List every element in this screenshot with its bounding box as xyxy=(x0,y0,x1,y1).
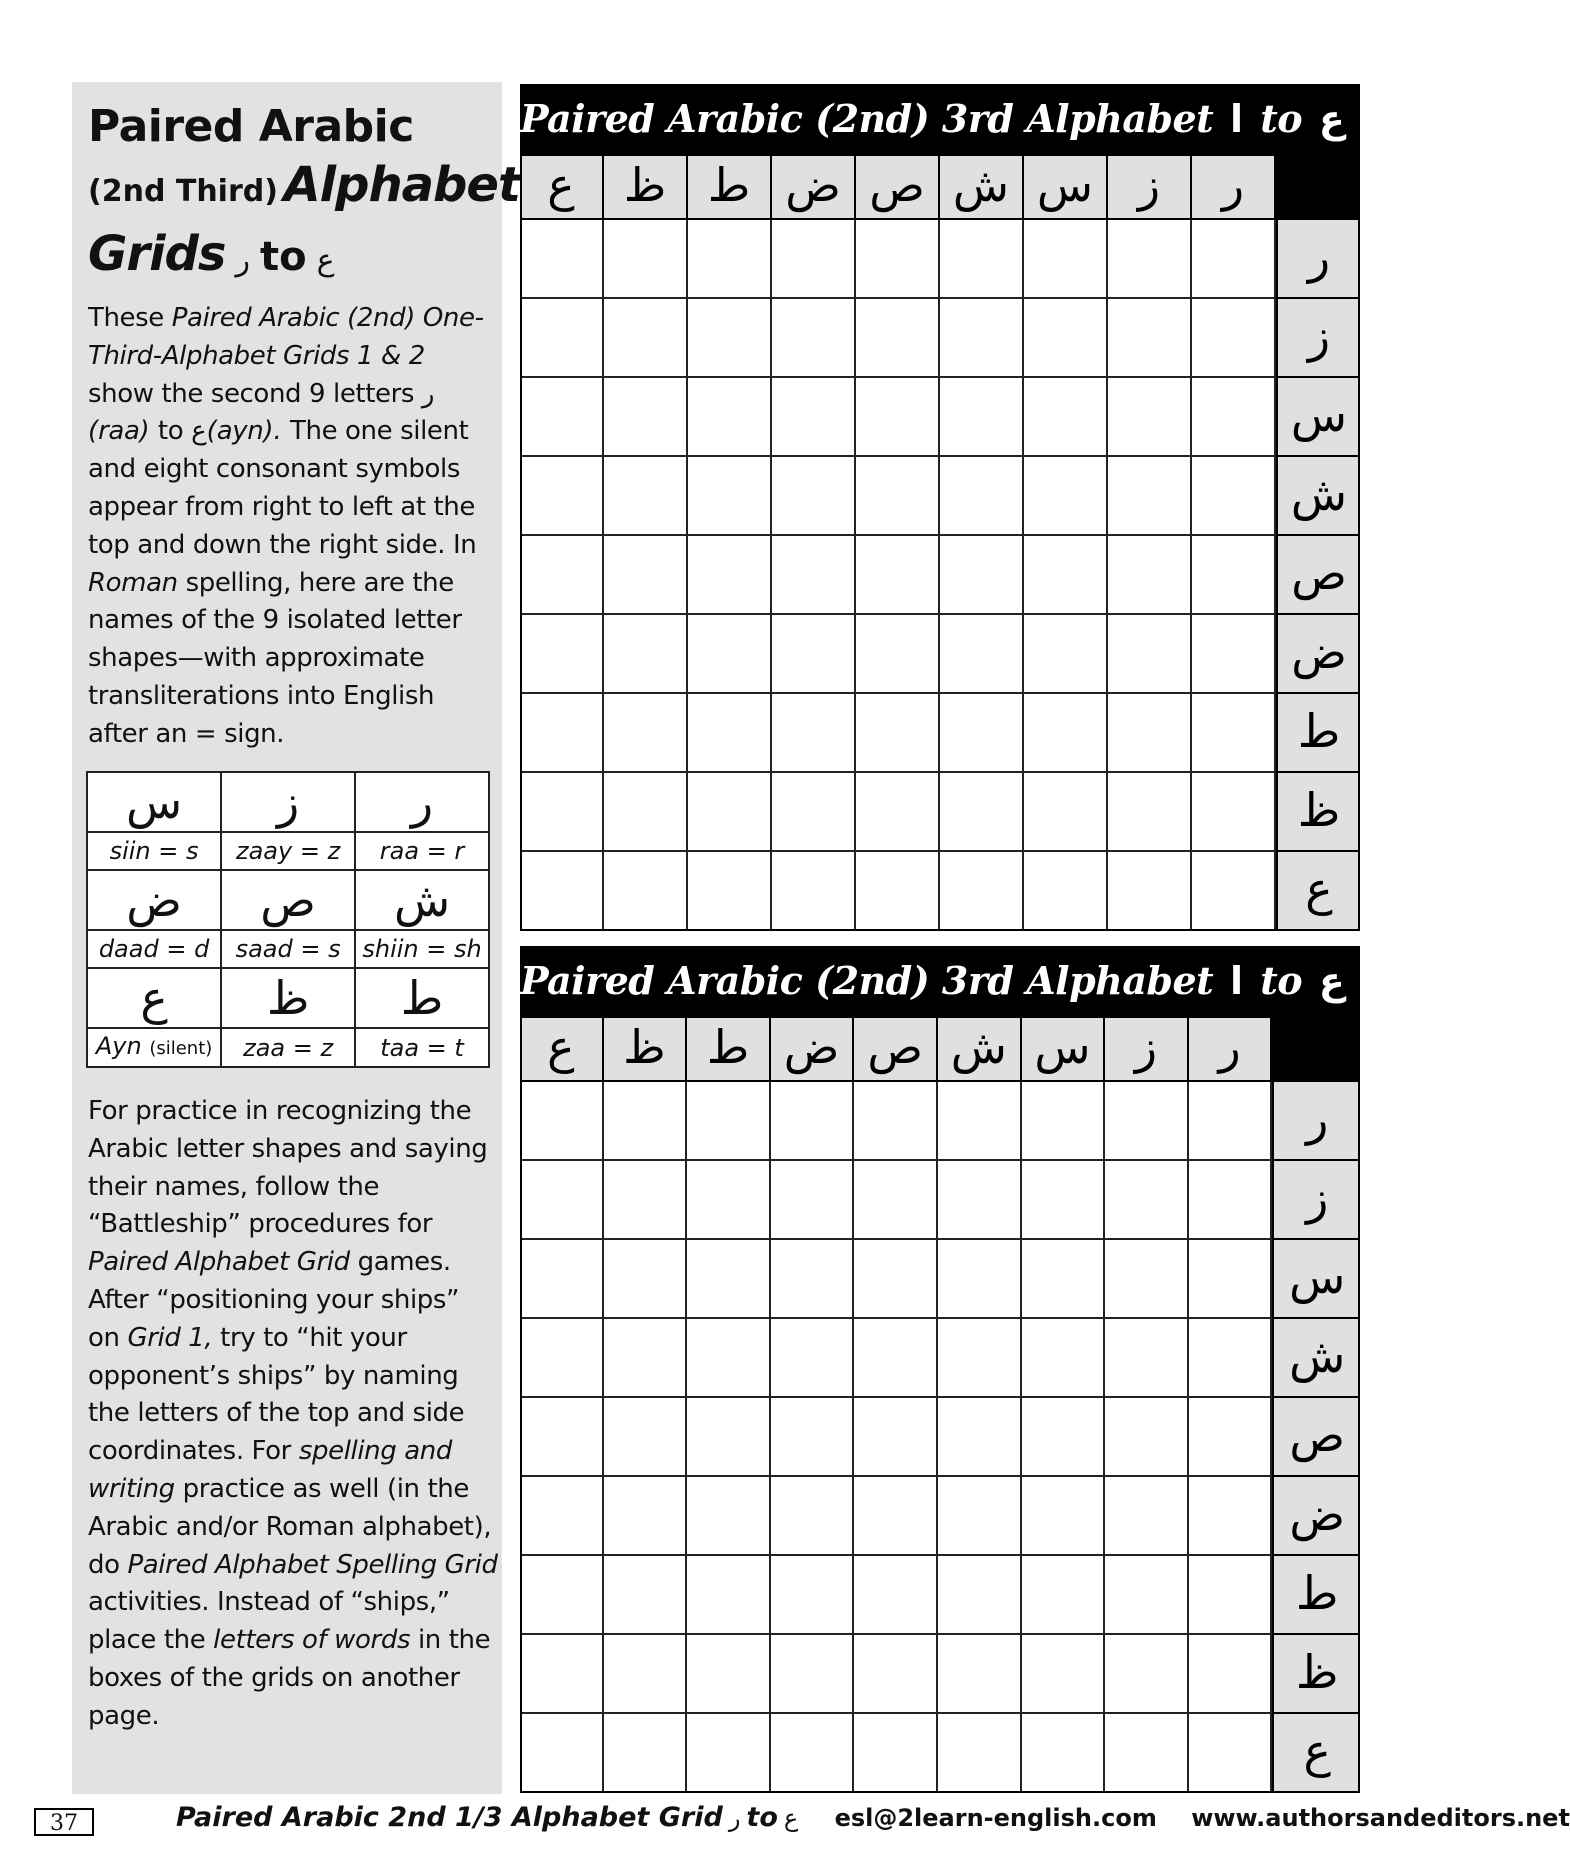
grid-1-cell[interactable] xyxy=(520,694,604,773)
grid-2-cell[interactable] xyxy=(854,1635,938,1714)
grid-2-cell[interactable] xyxy=(687,1398,771,1477)
grid-2-cell[interactable] xyxy=(771,1398,855,1477)
grid-1-row-letter: ش xyxy=(1276,457,1360,536)
letter-glyph-row xyxy=(87,870,489,930)
grid-1-row-letter: ظ xyxy=(1276,773,1360,852)
grid-1-cell[interactable] xyxy=(520,852,604,931)
grid-title-letter-ayn: ع xyxy=(1318,97,1345,141)
grid-1-cell[interactable] xyxy=(1192,220,1276,299)
grid-2-cell[interactable] xyxy=(1105,1319,1189,1398)
grid-2-cell[interactable] xyxy=(604,1319,688,1398)
grid-1-cell[interactable] xyxy=(1024,536,1108,615)
grid-1-cell[interactable] xyxy=(688,457,772,536)
letter-glyph: ش xyxy=(355,870,489,930)
grid-2-column-letter: ظ xyxy=(604,1016,688,1082)
grid-2-cell[interactable] xyxy=(854,1714,938,1793)
grid-2-cell[interactable] xyxy=(1022,1161,1106,1240)
letter-name-row xyxy=(87,832,489,870)
grid-2-corner xyxy=(1272,1016,1360,1082)
grid-1-column-letter: ع xyxy=(520,154,604,220)
grid-2-cell[interactable] xyxy=(1189,1556,1273,1635)
ayn-name: Ayn xyxy=(95,1032,142,1060)
grid-2-row-letter: ر xyxy=(1272,1082,1360,1161)
grid-2-cell[interactable] xyxy=(520,1556,604,1635)
grid-1-row-letter: ر xyxy=(1276,220,1360,299)
grid-2-cell[interactable] xyxy=(938,1082,1022,1161)
grid-2-cell[interactable] xyxy=(1189,1398,1273,1477)
grid-1-cell[interactable] xyxy=(688,615,772,694)
grid-2-cell[interactable] xyxy=(604,1398,688,1477)
title-subtitle: (2nd Third) xyxy=(88,174,278,209)
practice-paragraph xyxy=(88,1093,498,1736)
grid-2-row-letter: ض xyxy=(1272,1477,1360,1556)
grid-1-cell[interactable] xyxy=(688,220,772,299)
grid-title-letter-alif: ا xyxy=(1229,97,1243,141)
title-line-1: Paired Arabic xyxy=(88,101,414,152)
grid-1-cell[interactable] xyxy=(520,299,604,378)
grid-2-cell[interactable] xyxy=(771,1319,855,1398)
letter-name: taa = t xyxy=(355,1028,489,1067)
grid-1-cell[interactable] xyxy=(688,299,772,378)
grid-2-cell[interactable] xyxy=(854,1556,938,1635)
grid-2-cell[interactable] xyxy=(604,1556,688,1635)
grid-2-cell[interactable] xyxy=(1189,1714,1273,1793)
grid-1-cell[interactable] xyxy=(772,852,856,931)
letter-glyph: ع xyxy=(87,968,221,1028)
practice-italic: spelling and writing xyxy=(88,1436,452,1504)
grid-1-cell[interactable] xyxy=(520,615,604,694)
grid-2-column-letter: ر xyxy=(1189,1016,1273,1082)
grid-1-cell[interactable] xyxy=(604,457,688,536)
grid-title-to: to xyxy=(1260,96,1303,141)
grid-2-cell[interactable] xyxy=(1022,1635,1106,1714)
grid-2-cell[interactable] xyxy=(938,1398,1022,1477)
practice-italic: Paired Alphabet Grid xyxy=(88,1247,350,1278)
grid-1-cell[interactable] xyxy=(1108,536,1192,615)
battleship-grid-2 xyxy=(520,946,1493,1792)
grid-2-cell[interactable] xyxy=(1105,1161,1189,1240)
grid-2-cell[interactable] xyxy=(854,1477,938,1556)
letter-name: shiin = sh xyxy=(355,930,489,968)
grid-1-column-letter: س xyxy=(1024,154,1108,220)
grid-2-cell[interactable] xyxy=(687,1161,771,1240)
grid-2-cell[interactable] xyxy=(687,1635,771,1714)
grid-2-cell[interactable] xyxy=(1105,1714,1189,1793)
letter-glyph: ض xyxy=(87,870,221,930)
grid-1-column-letter: ص xyxy=(856,154,940,220)
grid-1-cell[interactable] xyxy=(604,299,688,378)
footer-to: to xyxy=(746,1802,778,1833)
grid-2-cell[interactable] xyxy=(771,1635,855,1714)
letter-name: saad = s xyxy=(221,930,355,968)
grid-2-cell[interactable] xyxy=(520,1161,604,1240)
intro-text: spelling, here are the names of the 9 isolated letter shapes—with approximate transliterations into English after an = sign. xyxy=(88,567,462,749)
letter-glyph: س xyxy=(87,772,221,832)
grid-1-cell[interactable] xyxy=(940,694,1024,773)
intro-text: These xyxy=(88,303,172,333)
grid-1-cell[interactable] xyxy=(940,536,1024,615)
letter-glyph: ر xyxy=(355,772,489,832)
grid-1-cell[interactable] xyxy=(1024,299,1108,378)
grid-2-row-letter: ص xyxy=(1272,1398,1360,1477)
grid-1-cell[interactable] xyxy=(856,457,940,536)
practice-italic: letters of words xyxy=(213,1625,411,1656)
grid-1-cell[interactable] xyxy=(1192,457,1276,536)
grid-title-letter-ayn: ع xyxy=(1318,959,1345,1003)
grid-2-cell[interactable] xyxy=(771,1556,855,1635)
grid-1-column-letter: ض xyxy=(772,154,856,220)
letter-name-row xyxy=(87,1028,489,1067)
grid-1-cell[interactable] xyxy=(1108,220,1192,299)
footer-website-link[interactable]: www.authorsandeditors.net xyxy=(1191,1804,1570,1832)
grid-1-corner xyxy=(1276,154,1360,220)
grid-1-cell[interactable] xyxy=(520,378,604,457)
grid-1-cell[interactable] xyxy=(520,220,604,299)
grid-1-cell[interactable] xyxy=(688,378,772,457)
practice-italic: Paired Alphabet Spelling Grid xyxy=(127,1549,498,1580)
grid-1-cell[interactable] xyxy=(856,852,940,931)
grid-1-column-letter: ر xyxy=(1192,154,1276,220)
grid-2-column-letter: س xyxy=(1022,1016,1106,1082)
letter-name: daad = d xyxy=(87,930,221,968)
grid-1-cell[interactable] xyxy=(772,457,856,536)
grid-1-row-letter: ط xyxy=(1276,694,1360,773)
letter-name: raa = r xyxy=(355,832,489,870)
grid-1-cell[interactable] xyxy=(1192,773,1276,852)
footer-letter-ayn: ع xyxy=(783,1804,799,1832)
intro-letter-ayn: ع xyxy=(191,416,207,447)
grid-2-cell[interactable] xyxy=(520,1240,604,1319)
grid-2-column-letter: ص xyxy=(854,1016,938,1082)
grid-2-cell[interactable] xyxy=(771,1477,855,1556)
grid-2-cell[interactable] xyxy=(604,1635,688,1714)
grid-2-cell[interactable] xyxy=(604,1161,688,1240)
letter-name-row xyxy=(87,930,489,968)
grid-2-row-letter: ع xyxy=(1272,1714,1360,1793)
grid-2-row-letter: س xyxy=(1272,1240,1360,1319)
grid-2-cell[interactable] xyxy=(520,1319,604,1398)
grid-2-cell[interactable] xyxy=(1022,1714,1106,1793)
grid-1-column-letter: ز xyxy=(1108,154,1192,220)
grid-1-column-letter: ش xyxy=(940,154,1024,220)
title-line-3 xyxy=(88,225,498,294)
grid-2-cell[interactable] xyxy=(1189,1635,1273,1714)
grid-2-column-letter: ز xyxy=(1105,1016,1189,1082)
letter-name: zaay = z xyxy=(221,832,355,870)
grid-2-column-letter: ش xyxy=(938,1016,1022,1082)
grid-2-cell[interactable] xyxy=(687,1477,771,1556)
grid-1-cell[interactable] xyxy=(856,773,940,852)
title-letter-ayn: ع xyxy=(316,243,335,278)
practice-text: try to “hit your opponent’s ships” by naming the letters of the top and side coordinates. For xyxy=(88,1322,465,1467)
grid-1-cell[interactable] xyxy=(688,694,772,773)
grid-2-cell[interactable] xyxy=(1189,1161,1273,1240)
practice-text: games. After “positioning your ships” on xyxy=(88,1247,460,1353)
grid-title-number: Grid 2 xyxy=(1362,958,1493,1003)
grid-2-cell[interactable] xyxy=(1022,1398,1106,1477)
grid-1-cell[interactable] xyxy=(1024,378,1108,457)
intro-roman: Roman xyxy=(88,567,178,598)
letter-name: zaa = z xyxy=(221,1028,355,1067)
grid-2-cell[interactable] xyxy=(1189,1082,1273,1161)
grid-title-to: to xyxy=(1260,958,1303,1003)
grid-1-cell[interactable] xyxy=(1108,615,1192,694)
grid-1-cell[interactable] xyxy=(772,299,856,378)
grid-1-cell[interactable] xyxy=(772,773,856,852)
practice-text: activities. Instead of “ships,” place the xyxy=(88,1587,450,1656)
grid-2-cell[interactable] xyxy=(520,1635,604,1714)
grid-2-cell[interactable] xyxy=(520,1398,604,1477)
letter-name-ayn xyxy=(87,1028,221,1067)
grid-2-cell[interactable] xyxy=(1189,1319,1273,1398)
grid-1-cell[interactable] xyxy=(604,773,688,852)
grid-1-cell[interactable] xyxy=(940,852,1024,931)
grid-2-cell[interactable] xyxy=(687,1556,771,1635)
grid-2-cell[interactable] xyxy=(854,1398,938,1477)
grid-1-cell[interactable] xyxy=(1192,694,1276,773)
grid-1-cell[interactable] xyxy=(772,694,856,773)
grid-2-cell[interactable] xyxy=(854,1082,938,1161)
grid-2-cell[interactable] xyxy=(938,1635,1022,1714)
letter-name: siin = s xyxy=(87,832,221,870)
grid-2-cell[interactable] xyxy=(1022,1319,1106,1398)
grid-1-cell[interactable] xyxy=(1108,773,1192,852)
grid-1-cell[interactable] xyxy=(772,378,856,457)
letter-glyph: ز xyxy=(221,772,355,832)
grid-2-column-letter: ع xyxy=(520,1016,604,1082)
grid-2-cell[interactable] xyxy=(1022,1556,1106,1635)
grid-2-cell[interactable] xyxy=(1105,1398,1189,1477)
letter-names-table xyxy=(86,771,490,1068)
grid-2-row-letter: ش xyxy=(1272,1319,1360,1398)
grid-2-cell[interactable] xyxy=(1105,1635,1189,1714)
footer-title: Paired Arabic 2nd 1/3 Alphabet Grid xyxy=(176,1802,723,1833)
grid-1-cell[interactable] xyxy=(1192,852,1276,931)
grid-1-cell[interactable] xyxy=(688,852,772,931)
grid-1-cell[interactable] xyxy=(688,773,772,852)
ayn-silent-note: (silent) xyxy=(149,1038,213,1059)
grid-1-cell[interactable] xyxy=(772,615,856,694)
grid-1-cell[interactable] xyxy=(1108,299,1192,378)
grid-1-cell[interactable] xyxy=(940,773,1024,852)
grid-1-cell[interactable] xyxy=(856,378,940,457)
grid-2-cell[interactable] xyxy=(520,1714,604,1793)
grid-1-cell[interactable] xyxy=(856,220,940,299)
grid-1-cell[interactable] xyxy=(1024,852,1108,931)
grid-2-cell[interactable] xyxy=(1022,1082,1106,1161)
page-footer xyxy=(176,1798,1570,1838)
grid-2-cell[interactable] xyxy=(938,1477,1022,1556)
grid-2-cell[interactable] xyxy=(1105,1477,1189,1556)
grid-1-row-letter: س xyxy=(1276,378,1360,457)
grid-1-column-letter: ط xyxy=(688,154,772,220)
grid-2-row-letter: ظ xyxy=(1272,1635,1360,1714)
grid-2-title xyxy=(520,946,1493,1016)
grid-2-cell[interactable] xyxy=(1105,1082,1189,1161)
grid-2-cell[interactable] xyxy=(604,1477,688,1556)
grid-1-cell[interactable] xyxy=(940,220,1024,299)
battleship-grid-1 xyxy=(520,84,1493,932)
title-to: to xyxy=(259,234,307,280)
grid-2-cell[interactable] xyxy=(854,1319,938,1398)
grid-1-cell[interactable] xyxy=(1024,457,1108,536)
grid-2-cell[interactable] xyxy=(938,1161,1022,1240)
grid-title-letter-alif: ا xyxy=(1229,959,1243,1003)
grid-1-cell[interactable] xyxy=(1192,299,1276,378)
footer-email-link[interactable]: esl@2learn-english.com xyxy=(834,1804,1157,1832)
intro-text: show the second 9 letters xyxy=(88,378,422,409)
grid-2-cell[interactable] xyxy=(938,1240,1022,1319)
grid-2-cell[interactable] xyxy=(854,1161,938,1240)
grid-1-cell[interactable] xyxy=(940,378,1024,457)
footer-letter-raa: ر xyxy=(728,1804,741,1832)
grid-1-title xyxy=(520,84,1493,154)
grid-1-cell[interactable] xyxy=(856,299,940,378)
grid-1-cell[interactable] xyxy=(772,536,856,615)
grid-2-cell[interactable] xyxy=(687,1082,771,1161)
grid-1-cell[interactable] xyxy=(1192,615,1276,694)
grid-1-cell[interactable] xyxy=(688,536,772,615)
intro-raa-name: (raa) xyxy=(88,416,150,447)
grid-2-row-letter: ز xyxy=(1272,1161,1360,1240)
title-letter-raa: ر xyxy=(235,243,250,278)
grid-1-cell[interactable] xyxy=(1108,852,1192,931)
grid-1-cell[interactable] xyxy=(1108,378,1192,457)
grid-2-cell[interactable] xyxy=(771,1240,855,1319)
grid-1-cell[interactable] xyxy=(1024,773,1108,852)
grid-2-cell[interactable] xyxy=(771,1161,855,1240)
grid-1-row-letter: ع xyxy=(1276,852,1360,931)
practice-italic: Grid 1, xyxy=(127,1322,213,1353)
grid-2-cell[interactable] xyxy=(1189,1240,1273,1319)
grid-1-cell[interactable] xyxy=(1024,694,1108,773)
grid-1-cell[interactable] xyxy=(856,536,940,615)
grid-2-row-letter: ط xyxy=(1272,1556,1360,1635)
intro-text: The one silent and eight consonant symbols appear from right to left at the top and down the right side. In xyxy=(88,416,477,560)
letter-glyph-row xyxy=(87,968,489,1028)
grid-2-cell[interactable] xyxy=(771,1082,855,1161)
practice-text: practice as well (in the Arabic and/or Roman alphabet), do xyxy=(88,1473,492,1580)
grid-title-number: Grid 1 xyxy=(1362,96,1493,141)
grid-1-cell[interactable] xyxy=(604,378,688,457)
intro-letter-raa: ر xyxy=(421,378,435,409)
grid-1-row-letter: ض xyxy=(1276,615,1360,694)
grid-2-cell[interactable] xyxy=(1022,1240,1106,1319)
grid-1-cell[interactable] xyxy=(520,536,604,615)
grid-2-cell[interactable] xyxy=(687,1240,771,1319)
intro-ayn-name: (ayn). xyxy=(206,416,282,447)
grid-1-cell[interactable] xyxy=(856,694,940,773)
grid-1-cell[interactable] xyxy=(604,536,688,615)
grid-2-column-letter: ض xyxy=(771,1016,855,1082)
title-alphabet: Alphabet xyxy=(283,157,520,213)
grid-1-cell[interactable] xyxy=(940,299,1024,378)
grid-2-cell[interactable] xyxy=(687,1319,771,1398)
grid-2-cell[interactable] xyxy=(1022,1477,1106,1556)
letter-glyph: ظ xyxy=(221,968,355,1028)
grid-2-cell[interactable] xyxy=(1105,1556,1189,1635)
letter-glyph-row xyxy=(87,772,489,832)
letter-glyph: ط xyxy=(355,968,489,1028)
grid-1-cell[interactable] xyxy=(1024,615,1108,694)
grid-2-column-letter: ط xyxy=(687,1016,771,1082)
grid-2-cell[interactable] xyxy=(771,1714,855,1793)
grid-1-cell[interactable] xyxy=(856,615,940,694)
grid-2-cell[interactable] xyxy=(1105,1240,1189,1319)
grid-2-cell[interactable] xyxy=(938,1319,1022,1398)
practice-text: in the boxes of the grids on another page. xyxy=(88,1625,491,1731)
grid-2-cell[interactable] xyxy=(604,1714,688,1793)
grid-1-cell[interactable] xyxy=(772,220,856,299)
grid-1-cell[interactable] xyxy=(1192,378,1276,457)
grid-2-cell[interactable] xyxy=(854,1240,938,1319)
grid-1-column-letter: ظ xyxy=(604,154,688,220)
intro-text: to xyxy=(149,416,192,447)
grid-1-cell[interactable] xyxy=(604,694,688,773)
grid-2-cell[interactable] xyxy=(604,1082,688,1161)
grid-2-cell[interactable] xyxy=(938,1556,1022,1635)
intro-paragraph xyxy=(88,300,498,754)
grid-1-cell[interactable] xyxy=(1108,457,1192,536)
title-line-2 xyxy=(88,156,520,225)
page-number: 37 xyxy=(34,1808,94,1836)
grid-title-text: Paired Arabic (2nd) 3rd Alphabet xyxy=(520,958,1214,1003)
grid-title-text: Paired Arabic (2nd) 3rd Alphabet xyxy=(520,96,1214,141)
grid-2-cell[interactable] xyxy=(520,1082,604,1161)
grid-1-cell[interactable] xyxy=(1024,220,1108,299)
grid-1-row-letter: ص xyxy=(1276,536,1360,615)
practice-text: For practice in recognizing the Arabic letter shapes and saying their names, follow the “Battleship” procedures for xyxy=(88,1096,488,1240)
grid-1-cell[interactable] xyxy=(520,457,604,536)
grid-1-cell[interactable] xyxy=(604,852,688,931)
instructions-panel xyxy=(72,82,520,1794)
grid-2-cell[interactable] xyxy=(938,1714,1022,1793)
grid-1-cell[interactable] xyxy=(1192,536,1276,615)
grid-1-cell[interactable] xyxy=(604,615,688,694)
grid-1-cell[interactable] xyxy=(940,457,1024,536)
grid-1-cell[interactable] xyxy=(1108,694,1192,773)
intro-grid-names: Paired Arabic (2nd) One-Third-Alphabet Grids 1 & 2 xyxy=(88,303,484,371)
grid-2-cell[interactable] xyxy=(604,1240,688,1319)
grid-1-cell[interactable] xyxy=(604,220,688,299)
letter-glyph: ص xyxy=(221,870,355,930)
grid-1-cell[interactable] xyxy=(940,615,1024,694)
grid-1-row-letter: ز xyxy=(1276,299,1360,378)
grid-1-cell[interactable] xyxy=(520,773,604,852)
grid-2-cell[interactable] xyxy=(687,1714,771,1793)
grid-2-cell[interactable] xyxy=(1189,1477,1273,1556)
grid-2-cell[interactable] xyxy=(520,1477,604,1556)
page-title xyxy=(88,98,520,294)
title-grids: Grids xyxy=(88,226,226,282)
